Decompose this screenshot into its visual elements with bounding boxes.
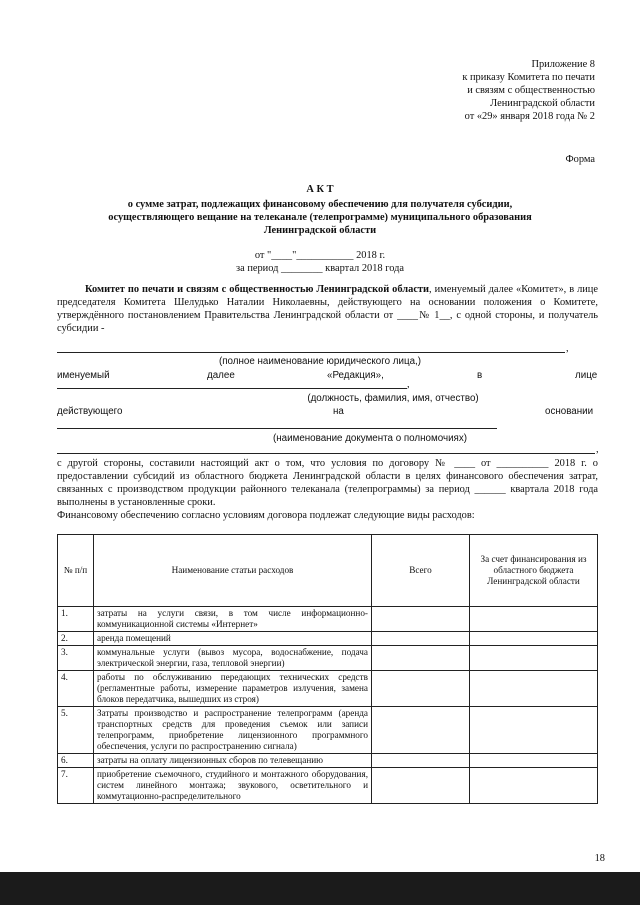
intro-text: , именуемый далее «Комитет», в лице председателя Комитета Шелудько Наталии Николаевны, действующего на основании положения о Комитете, утверждённого постановлением Правительства Ленинградской области от ____№ 1__, с одной стороны, и получатель субсидии - [57, 284, 598, 334]
row-word: именуемый [57, 370, 110, 381]
row-word: основании [545, 406, 594, 417]
authority-document-caption: (наименование документа о полномочиях) [272, 433, 468, 444]
row-num: 3. [58, 646, 94, 671]
row-word: в [477, 370, 483, 381]
header-name: Наименование статьи расходов [94, 535, 372, 607]
table-row [58, 768, 598, 804]
row-total-cell[interactable] [372, 754, 470, 768]
row-regional-cell[interactable] [470, 707, 598, 754]
row-name: приобретение съемочного, студийного и монтажного оборудования, систем линейного монтажа; звукового, осветительного и коммутационно-распределительного [94, 768, 372, 804]
appendix-line: от «29» января 2018 года № 2 [464, 111, 595, 122]
header-total: Всего [372, 535, 470, 607]
scan-edge-bar [0, 872, 640, 905]
row-num: 2. [58, 632, 94, 646]
entity-name-caption: (полное наименование юридического лица,) [218, 356, 422, 367]
row-regional-cell[interactable] [470, 754, 598, 768]
table-row [58, 646, 598, 671]
entity-name-field [57, 352, 565, 353]
table-row [58, 632, 598, 646]
row-num: 4. [58, 671, 94, 707]
row-num: 7. [58, 768, 94, 804]
row-total-cell[interactable] [372, 768, 470, 804]
comma: , [407, 379, 410, 390]
comma: , [596, 444, 599, 455]
signatory-caption: (должность, фамилия, имя, отчество) [307, 393, 479, 404]
row-regional-cell[interactable] [470, 646, 598, 671]
page-number: 18 [594, 853, 605, 864]
row-total-cell[interactable] [372, 646, 470, 671]
row-word: лице [575, 370, 598, 381]
table-row [58, 607, 598, 632]
table-row [58, 754, 598, 768]
table-header-row [58, 535, 598, 607]
appendix-line: Ленинградской области [490, 98, 595, 109]
lead-text: Финансовому обеспечению согласно условиям договора подлежат следующие виды расходов: [57, 510, 475, 521]
row-word: далее [207, 370, 235, 381]
row-regional-cell[interactable] [470, 768, 598, 804]
row-total-cell[interactable] [372, 671, 470, 707]
form-label: Форма [565, 154, 595, 165]
row-word: на [333, 406, 344, 417]
act-title: А К Т [306, 184, 334, 195]
header-regional: За счет финансирования из областного бюджета Ленинградской области [470, 535, 598, 607]
intro-paragraph [57, 283, 598, 335]
row-num: 6. [58, 754, 94, 768]
header-num: № п/п [58, 535, 94, 607]
expenses-table [57, 534, 598, 804]
act-subtitle-line: осуществляющего вещание на телеканале (телепрограмме) муниципального образования [108, 212, 532, 223]
row-num: 5. [58, 707, 94, 754]
row-total-cell[interactable] [372, 607, 470, 632]
row-word: «Редакция», [327, 370, 384, 381]
authority-document-field-continued [57, 453, 595, 454]
row-name: затраты на услуги связи, в том числе информационно-коммуникационной системы «Интернет» [94, 607, 372, 632]
row-regional-cell[interactable] [470, 632, 598, 646]
comma: , [566, 343, 569, 354]
row-total-cell[interactable] [372, 632, 470, 646]
committee-name: Комитет по печати и связям с общественностью Ленинградской области [85, 284, 430, 295]
act-subtitle-line: о сумме затрат, подлежащих финансовому обеспечению для получателя субсидии, [127, 199, 513, 210]
row-name: аренда помещений [94, 632, 372, 646]
row-name: затраты на оплату лицензионных сборов по телевещанию [94, 754, 372, 768]
appendix-line: и связям с общественностью [467, 85, 595, 96]
act-subtitle-line: Ленинградской области [263, 225, 377, 236]
appendix-line: к приказу Комитета по печати [462, 72, 595, 83]
authority-document-field [57, 428, 497, 429]
row-total-cell[interactable] [372, 707, 470, 754]
row-regional-cell[interactable] [470, 607, 598, 632]
table-row [58, 707, 598, 754]
body-paragraph: с другой стороны, составили настоящий акт о том, что условия по договору № ____ от __________ 2018 г. о предоставлении субсидий из областного бюджета Ленинградской области в целях финансового обеспечения затрат, связанных с производством продукции районного телеканала (телепрограммы) за период ______ квартала 2018 года выполнены в установленные сроки. [57, 458, 598, 508]
table-row [58, 671, 598, 707]
act-period-line: за период ________ квартал 2018 года [236, 263, 404, 274]
appendix-line: Приложение 8 [531, 59, 595, 70]
row-word: действующего [57, 406, 123, 417]
row-name: работы по обслуживанию передающих технических средств (регламентные работы, измерение параметров излучения, замена блоков передатчика, вышедших из строя) [94, 671, 372, 707]
act-date-line: от "____"___________ 2018 г. [254, 250, 386, 261]
row-num: 1. [58, 607, 94, 632]
row-regional-cell[interactable] [470, 671, 598, 707]
signatory-field [57, 388, 407, 389]
row-name: коммунальные услуги (вывоз мусора, водоснабжение, подача электрической энергии, газа, тепловой энергии) [94, 646, 372, 671]
row-name: Затраты производство и распространение телепрограмм (аренда транспортных средств для проведения съемок или записи телепрограмм, приобретение лицензионного программного обеспечения, услуги по распространению сигнала) [94, 707, 372, 754]
